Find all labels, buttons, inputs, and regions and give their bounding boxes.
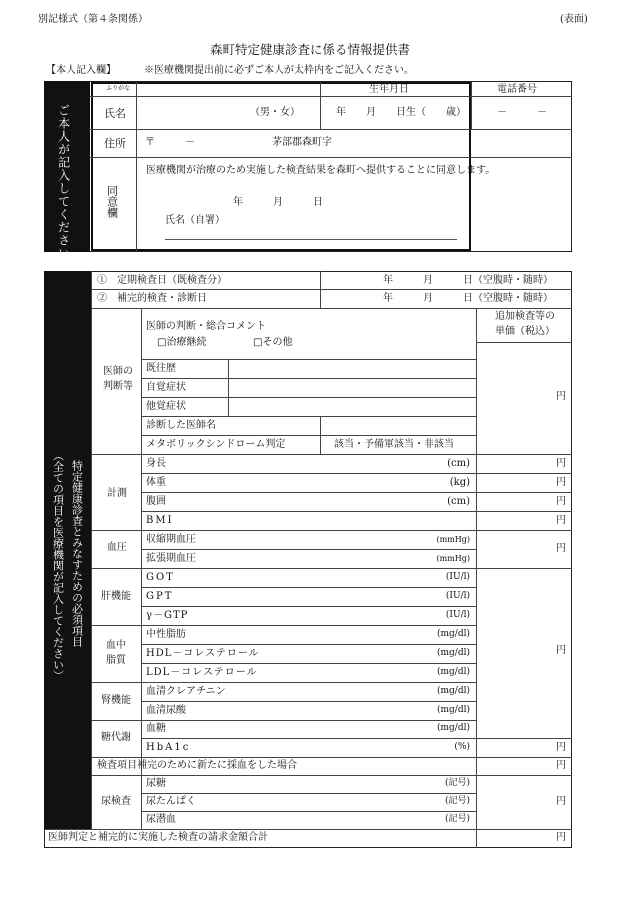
total-amount-label: 医師判定と補完的に実施した検査の請求金額合計 <box>48 832 268 843</box>
ldl-label: LDL－コレステロール <box>146 667 258 678</box>
page-side-label: (表面) <box>560 14 588 25</box>
blood-pressure-yen: 円 <box>556 543 566 554</box>
option-other[interactable]: □その他 <box>253 337 293 348</box>
creatinine-label: 血清クレアチニン <box>146 686 226 697</box>
hba1c-yen: 円 <box>556 742 566 753</box>
glucose-metabolism-label: 糖代謝 <box>101 732 131 743</box>
additional-price-header-1: 追加検査等の <box>495 311 555 322</box>
form-number: 別記様式（第４条関係） <box>38 14 148 25</box>
kidney-function-label: 腎機能 <box>101 695 131 706</box>
hba1c-unit: (%) <box>454 742 470 752</box>
ggtp-label: γ－GTP <box>146 610 189 621</box>
phone-header: 電話番号 <box>497 84 537 95</box>
name-label: 氏名 <box>104 107 126 120</box>
hdl-unit: (mg/dl) <box>437 648 470 658</box>
uric-acid-label: 血清尿酸 <box>146 705 186 716</box>
total-amount-yen: 円 <box>556 832 566 843</box>
blood-draw-yen: 円 <box>556 760 566 771</box>
urine-sugar-unit: (記号) <box>444 778 470 788</box>
height-unit: (cm) <box>447 458 470 469</box>
weight-yen: 円 <box>556 477 566 488</box>
hba1c-label: HbA1c <box>146 742 191 753</box>
urine-protein-unit: (記号) <box>444 796 470 806</box>
measurement-label: 計測 <box>107 488 127 499</box>
metabolic-options[interactable]: 該当・予備軍該当・非該当 <box>334 439 454 450</box>
regular-exam-date-field[interactable]: 年 月 日（空腹時・随時） <box>383 275 553 286</box>
height-yen: 円 <box>556 458 566 469</box>
name-input[interactable] <box>138 98 248 128</box>
consent-label: 同意欄 <box>105 185 119 218</box>
doctor-name-label: 診断した医師名 <box>146 420 216 431</box>
creatinine-unit: (mg/dl) <box>437 686 470 696</box>
uric-acid-unit: (mg/dl) <box>437 705 470 715</box>
medical-history-label: 既往歴 <box>146 363 176 374</box>
address-label: 住所 <box>104 137 126 150</box>
option-treatment-continue[interactable]: □治療継続 <box>157 337 207 348</box>
furigana-label: ふりがな <box>106 85 131 92</box>
lipid-price-yen: 円 <box>556 645 566 656</box>
birth-date-field[interactable]: 年 月 日生（ 歳） <box>336 107 466 118</box>
address-town: 茅部郡森町字 <box>272 137 332 148</box>
sex-options[interactable]: （男・女） <box>250 107 300 118</box>
exam-side-label-note: （全ての項目を医療機関が記入してください） <box>51 450 65 681</box>
systolic-bp-unit: (mmHg) <box>436 535 470 544</box>
judgement-label-2: 判断等 <box>103 381 133 392</box>
systolic-bp-label: 収縮期血圧 <box>146 534 196 545</box>
ldl-unit: (mg/dl) <box>437 667 470 677</box>
gpt-label: GPT <box>146 591 174 602</box>
judgement-label-1: 医師の <box>103 366 133 377</box>
urinalysis-yen: 円 <box>556 796 566 807</box>
diastolic-bp-label: 拡張期血圧 <box>146 553 196 564</box>
waist-yen: 円 <box>556 496 566 507</box>
weight-label: 体重 <box>146 477 166 488</box>
got-unit: (IU/l) <box>445 572 470 582</box>
liver-function-label: 肝機能 <box>101 591 131 602</box>
regular-exam-date-label: ① 定期検査日（既検査分） <box>97 275 227 286</box>
urine-blood-unit: (記号) <box>444 814 470 824</box>
urine-blood-label: 尿潜血 <box>146 814 176 825</box>
postal-code-field[interactable]: 〒 － <box>145 137 195 148</box>
bmi-yen: 円 <box>556 515 566 526</box>
person-side-label: ご本人が記入してください <box>56 104 71 260</box>
hdl-label: HDL－コレステロール <box>146 648 260 659</box>
comment-label: 医師の判断・総合コメント <box>146 321 266 332</box>
person-section-label: 【本人記入欄】 <box>46 65 116 76</box>
waist-unit: (cm) <box>447 496 470 507</box>
triglyceride-label: 中性脂肪 <box>146 629 186 640</box>
blood-pressure-label: 血圧 <box>107 542 127 553</box>
blood-sugar-unit: (mg/dl) <box>437 723 470 733</box>
phone-field[interactable]: － － <box>497 107 547 118</box>
birth-date-header: 生年月日 <box>369 84 409 95</box>
height-label: 身長 <box>146 458 166 469</box>
consent-date-field[interactable]: 年 月 日 <box>233 197 323 208</box>
consent-name-label: 氏名（自署） <box>165 215 225 226</box>
urine-protein-label: 尿たんぱく <box>146 796 196 807</box>
got-label: GOT <box>146 572 175 583</box>
lipid-label-1: 血中 <box>106 640 126 651</box>
blood-draw-label: 検査項目補完のために新たに採血をした場合 <box>97 760 297 771</box>
urine-sugar-label: 尿糖 <box>146 778 166 789</box>
urinalysis-label: 尿検査 <box>101 796 131 807</box>
judgement-price-yen: 円 <box>556 391 566 402</box>
additional-price-header-2: 単価（税込） <box>495 326 555 337</box>
subjective-symptoms-label: 自覚症状 <box>146 382 186 393</box>
ggtp-unit: (IU/l) <box>445 610 470 620</box>
weight-unit: (kg) <box>449 477 470 488</box>
waist-label: 腹囲 <box>146 496 166 507</box>
person-section-note: ※医療機関提出前に必ずご本人が太枠内をご記入ください。 <box>144 65 414 76</box>
exam-side-label-required: 特定健康診査とみなすための必須項目 <box>70 460 84 647</box>
supplementary-exam-date-field[interactable]: 年 月 日（空腹時・随時） <box>383 293 553 304</box>
gpt-unit: (IU/l) <box>445 591 470 601</box>
supplementary-exam-date-label: ② 補完的検査・診断日 <box>97 293 207 304</box>
diastolic-bp-unit: (mmHg) <box>436 554 470 563</box>
signature-line[interactable] <box>165 239 457 240</box>
consent-text: 医療機関が治療のため実施した検査結果を森町へ提供することに同意します。 <box>146 165 496 176</box>
triglyceride-unit: (mg/dl) <box>437 629 470 639</box>
bmi-label: BMI <box>146 515 174 526</box>
metabolic-judgement-label: メタボリックシンドローム判定 <box>146 439 286 450</box>
objective-symptoms-label: 他覚症状 <box>146 401 186 412</box>
page-title: 森町特定健康診査に係る情報提供書 <box>210 42 411 57</box>
blood-sugar-label: 血糖 <box>146 723 166 734</box>
lipid-label-2: 脂質 <box>106 655 126 666</box>
